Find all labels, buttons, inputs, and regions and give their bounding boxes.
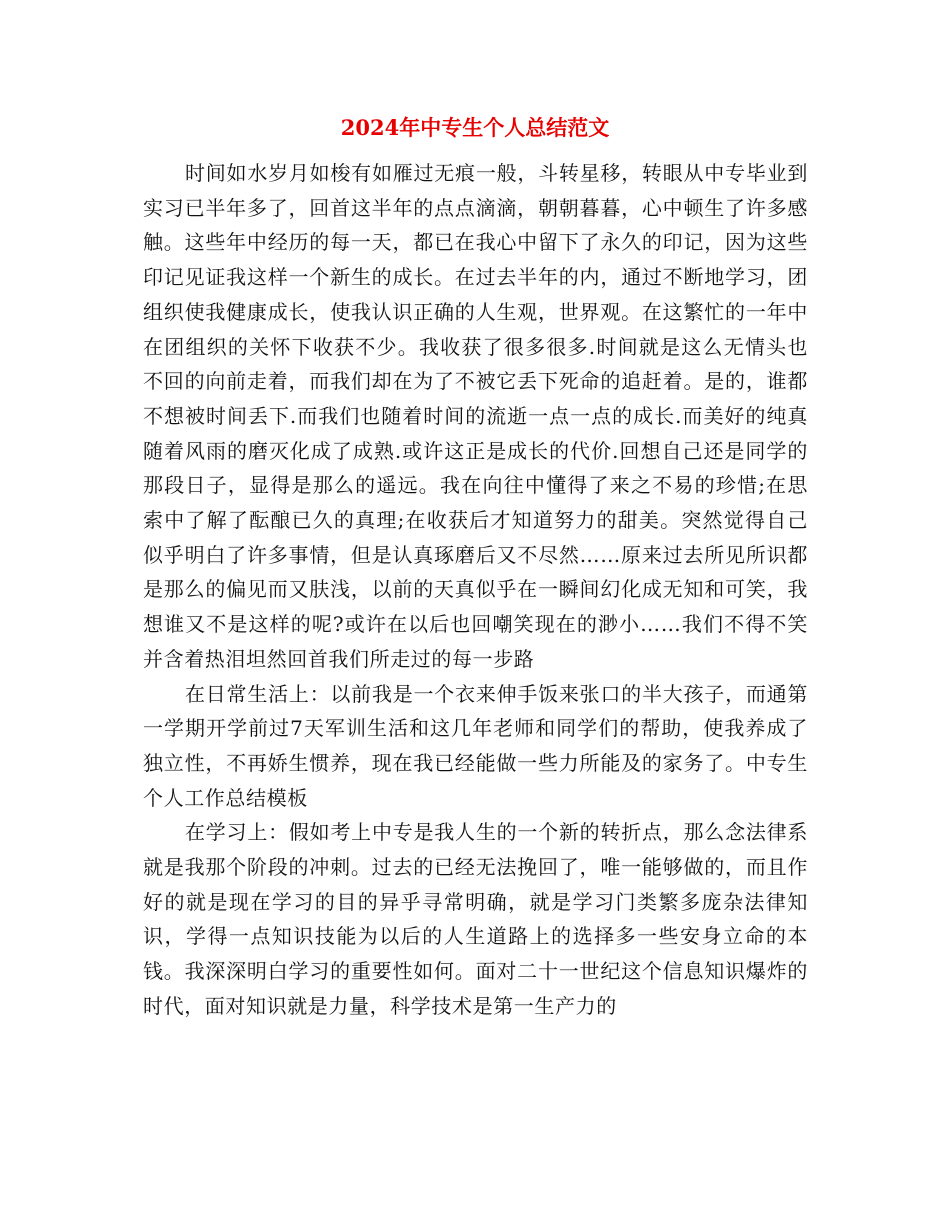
document-title: 2024年中专生个人总结范文 [340,115,610,140]
paragraph-study: 在学习上：假如考上中专是我人生的一个新的转折点，那么念法律系就是我那个阶段的冲刺。过去的已经无法挽回了，唯一能够做的，而且作好的就是现在学习的目的异乎寻常明确，就是学习门类繁多庞杂法律知识，学得一点知识技能为以后的人生道路上的选择多一些安身立命的本钱。我深深明白学习的重要性如何。面对二十一世纪这个信息知识爆炸的时代，面对知识就是力量，科学技术是第一生产力的 [143,820,808,1018]
paragraph-intro: 时间如水岁月如梭有如雁过无痕一般，斗转星移，转眼从中专毕业到实习已半年多了，回首这半年的点点滴滴，朝朝暮暮，心中顿生了许多感触。这些年中经历的每一天，都已在我心中留下了永久的印记，因为这些印记见证我这样一个新生的成长。在过去半年的内，通过不断地学习，团组织使我健康成长，使我认识正确的人生观，世界观。在这繁忙的一年中在团组织的关怀下收获不少。我收获了很多很多.时间就是这么无情头也不回的向前走着，而我们却在为了不被它丢下死命的追赶着。是的，谁都不想被时间丢下.而我们也随着时间的流逝一点一点的成长.而美好的纯真随着风雨的磨灭化成了成熟.或许这正是成长的代价.回想自己还是同学的那段日子，显得是那么的遥远。我在向往中懂得了来之不易的珍惜;在思索中了解了酝酿已久的真理;在收获后才知道努力的甜美。突然觉得自己似乎明白了许多事情，但是认真琢磨后又不尽然……原来过去所见所识都是那么的偏见而又肤浅，以前的天真似乎在一瞬间幻化成无知和可笑，我想谁又不是这样的呢?或许在以后也回嘲笑现在的渺小……我们不得不笑并含着热泪坦然回首我们所走过的每一步路 [143,161,808,671]
document-body [143,156,808,1024]
paragraph-daily-life: 在日常生活上：以前我是一个衣来伸手饭来张口的半大孩子，而通第一学期开学前过7天军训生活和这几年老师和同学们的帮助，使我养成了独立性，不再娇生惯养，现在我已经能做一些力所能及的家务了。中专生个人工作总结模板 [143,681,808,810]
